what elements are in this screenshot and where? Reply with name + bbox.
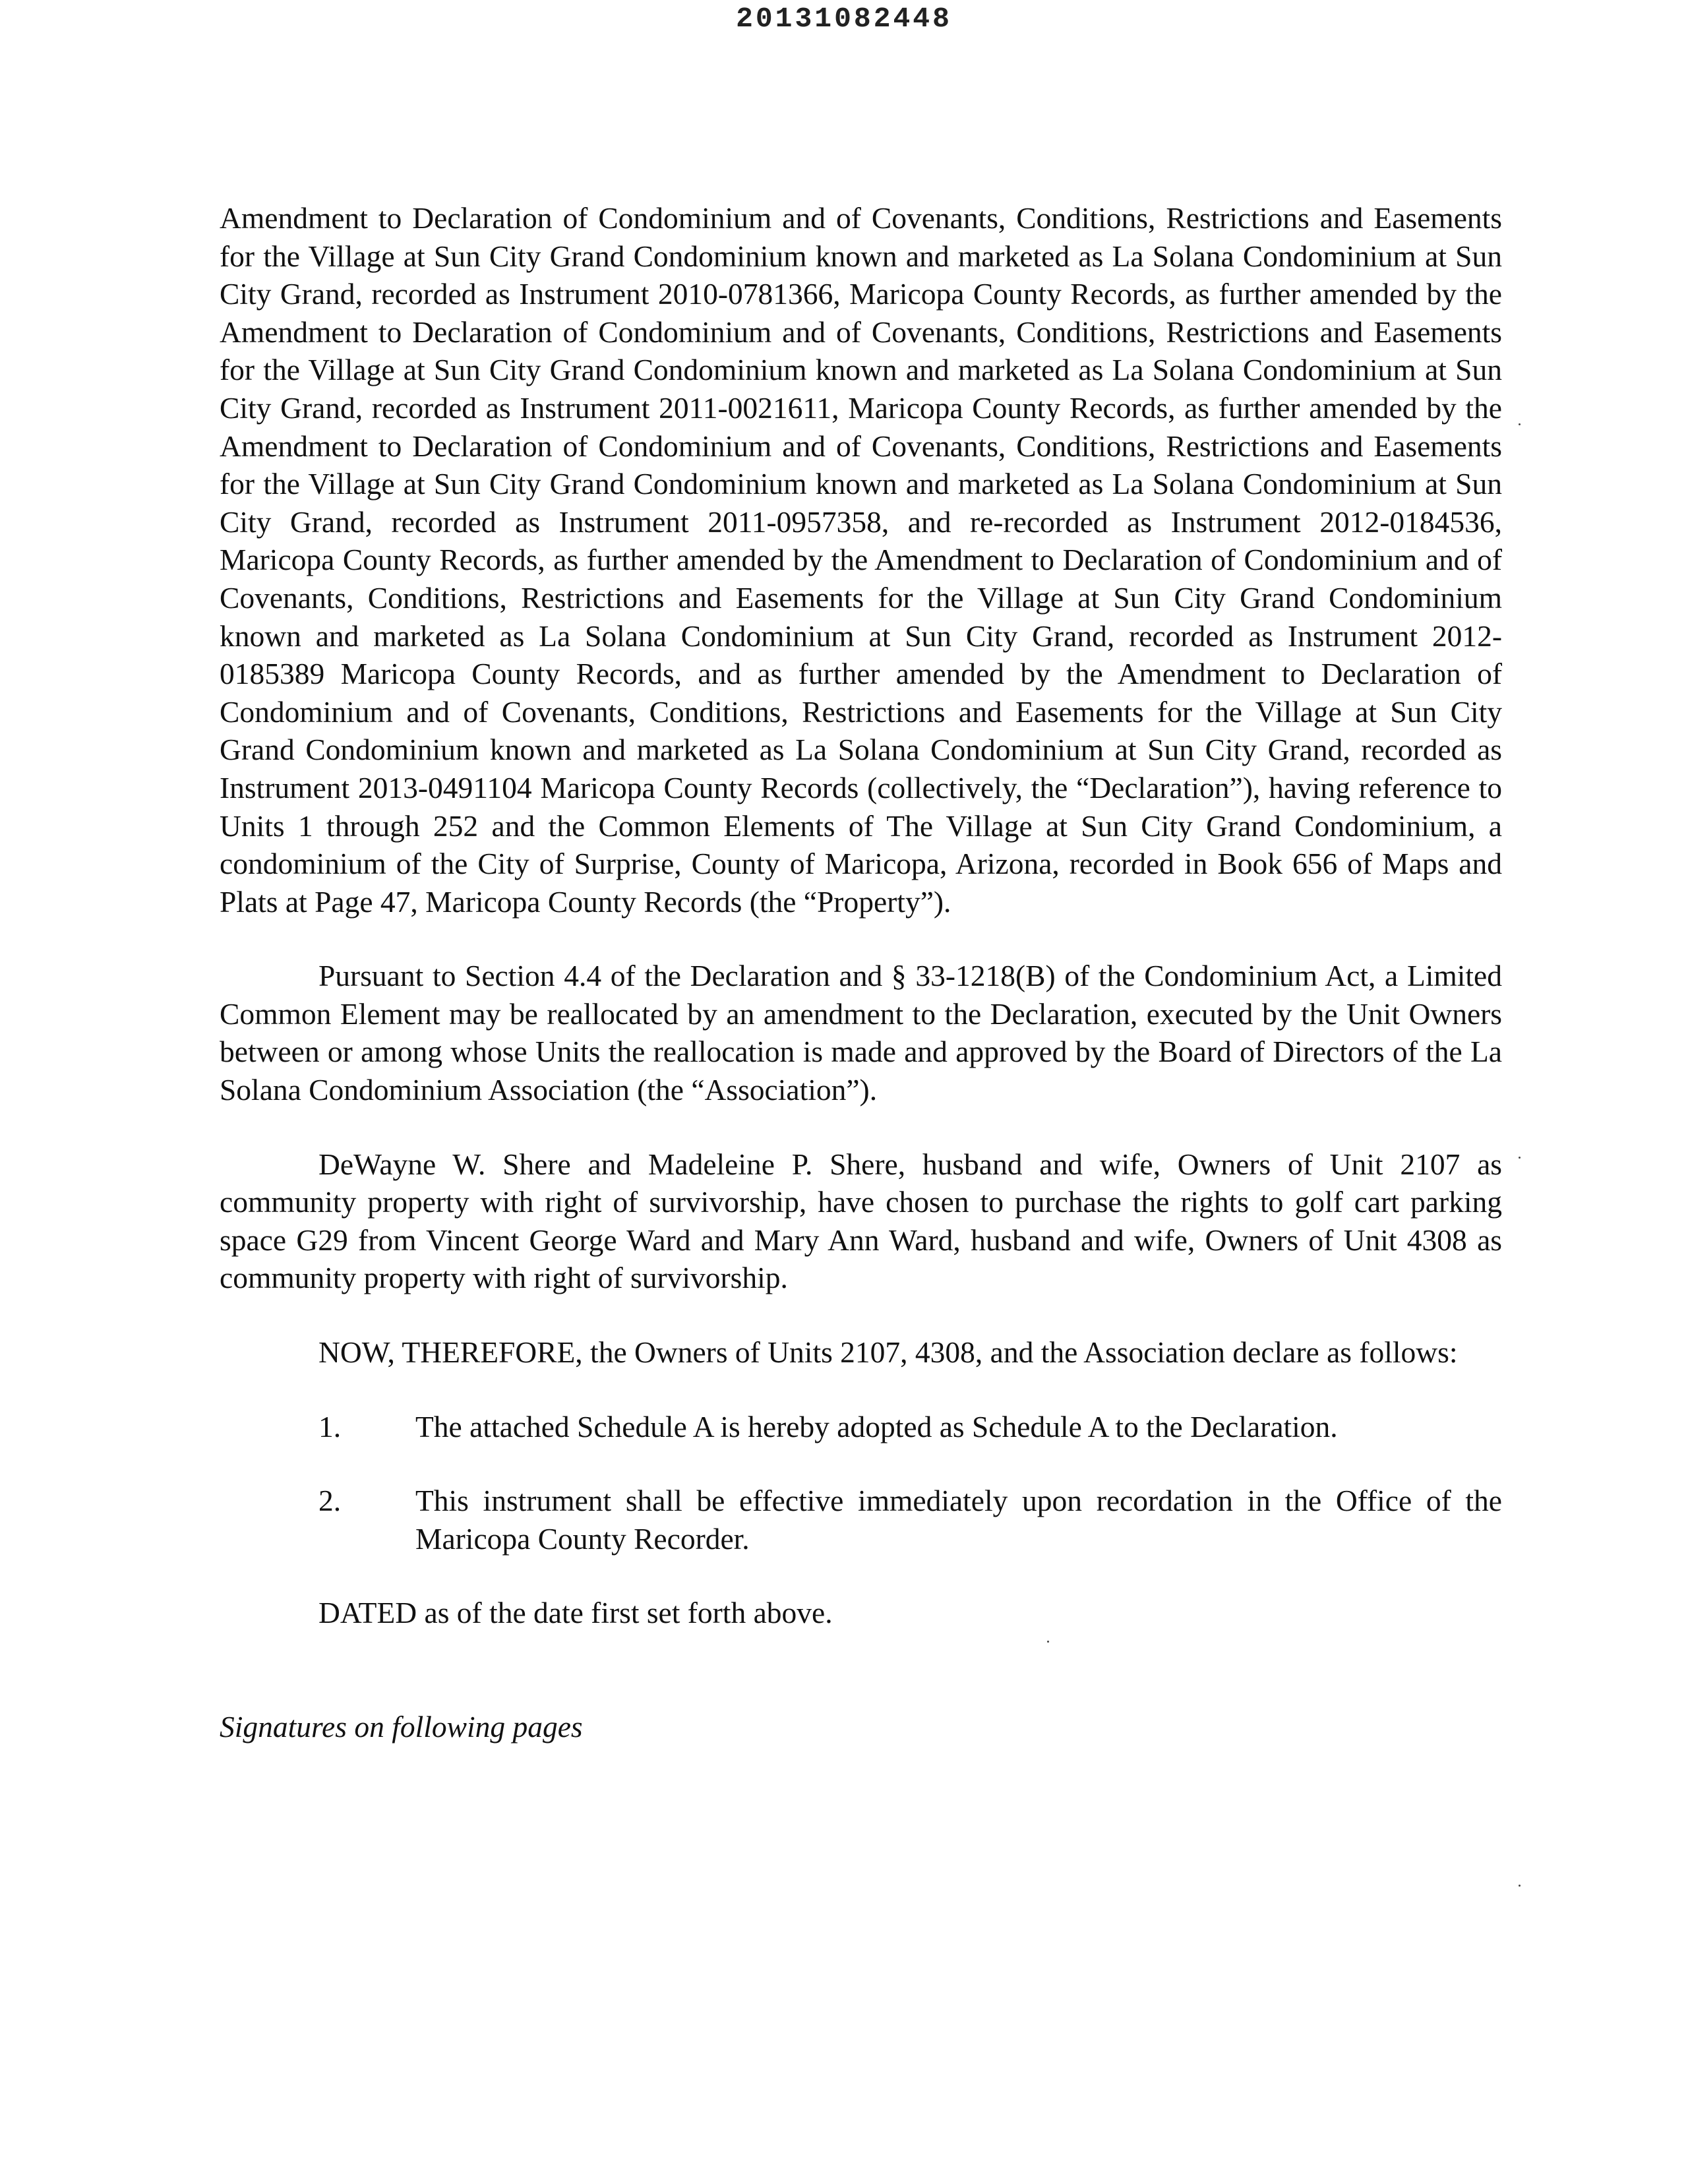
list-item-text: This instrument shall be effective immediately upon recordation in the Office of the Maricopa County Recorder. [415,1484,1502,1556]
document-number: 20131082448 [736,3,952,35]
signatures-note: Signatures on following pages [220,1710,583,1744]
document-body [220,199,1502,1746]
pursuant-paragraph: Pursuant to Section 4.4 of the Declaration and § 33-1218(B) of the Condominium Act, a Limited Common Element may be reallocated by an amendment to the Declaration, executed by the Unit Owners between or among whose Units the reallocation is made and approved by the Board of Directors of the La Solana Condominium Association (the “Association”). [220,959,1502,1107]
scan-speck [1047,1641,1049,1643]
list-item-number: 1. [318,1409,342,1443]
dated-line: DATED as of the date first set forth above. [318,1596,833,1630]
scan-speck [1519,1885,1521,1887]
list-item-text: The attached Schedule A is hereby adopted as Schedule A to the Declaration. [415,1409,1338,1443]
numbered-list [220,1408,1502,1558]
scan-speck [1519,423,1521,425]
list-item [220,1482,1502,1558]
now-therefore-paragraph: NOW, THEREFORE, the Owners of Units 2107, 4308, and the Association declare as follows: [318,1335,1458,1370]
recital-paragraph: Amendment to Declaration of Condominium and of Covenants, Conditions, Restrictions and Easements for the Village at Sun City Grand Condominium known and marketed as La Solana Condominium at Sun City Grand, recorded as Instrument 2010-0781366, Maricopa County Records, as further amended by the Amendment to Declaration of Condominium and of Covenants, Conditions, Restrictions and Easements for the Village at Sun City Grand Condominium known and marketed as La Solana Condominium at Sun City Grand, recorded as Instrument 2011-0021611, Maricopa County Records, as further amended by the Amendment to Declaration of Condominium and of Covenants, Conditions, Restrictions and Easements for the Village at Sun City Grand Condominium known and marketed as La Solana Condominium at Sun City Grand, recorded as Instrument 2011-0957358, and re-recorded as Instrument 2012-0184536, Maricopa County Records, as further amended by the Amendment to Declaration of Condominium and of Covenants, Conditions, Restrictions and Easements for the Village at Sun City Grand Condominium known and marketed as La Solana Condominium at Sun City Grand, recorded as Instrument 2012-0185389 Maricopa County Records, and as further amended by the Amendment to Declaration of Condominium and of Covenants, Conditions, Restrictions and Easements for the Village at Sun City Grand Condominium known and marketed as La Solana Condominium at Sun City Grand, recorded as Instrument 2013-0491104 Maricopa County Records (collectively, the “Declaration”), having reference to Units 1 through 252 and the Common Elements of The Village at Sun City Grand Condominium, a condominium of the City of Surprise, County of Maricopa, Arizona, recorded in Book 656 of Maps and Plats at Page 47, Maricopa County Records (the “Property”). [220,201,1502,919]
list-item-number: 2. [318,1484,342,1518]
scan-speck [1519,1157,1521,1159]
list-item [220,1408,1502,1446]
owners-paragraph: DeWayne W. Shere and Madeleine P. Shere, husband and wife, Owners of Unit 2107 as community property with right of survivorship, have chosen to purchase the rights to golf cart parking space G29 from Vincent George Ward and Mary Ann Ward, husband and wife, Owners of Unit 4308 as community property with right of survivorship. [220,1147,1502,1295]
